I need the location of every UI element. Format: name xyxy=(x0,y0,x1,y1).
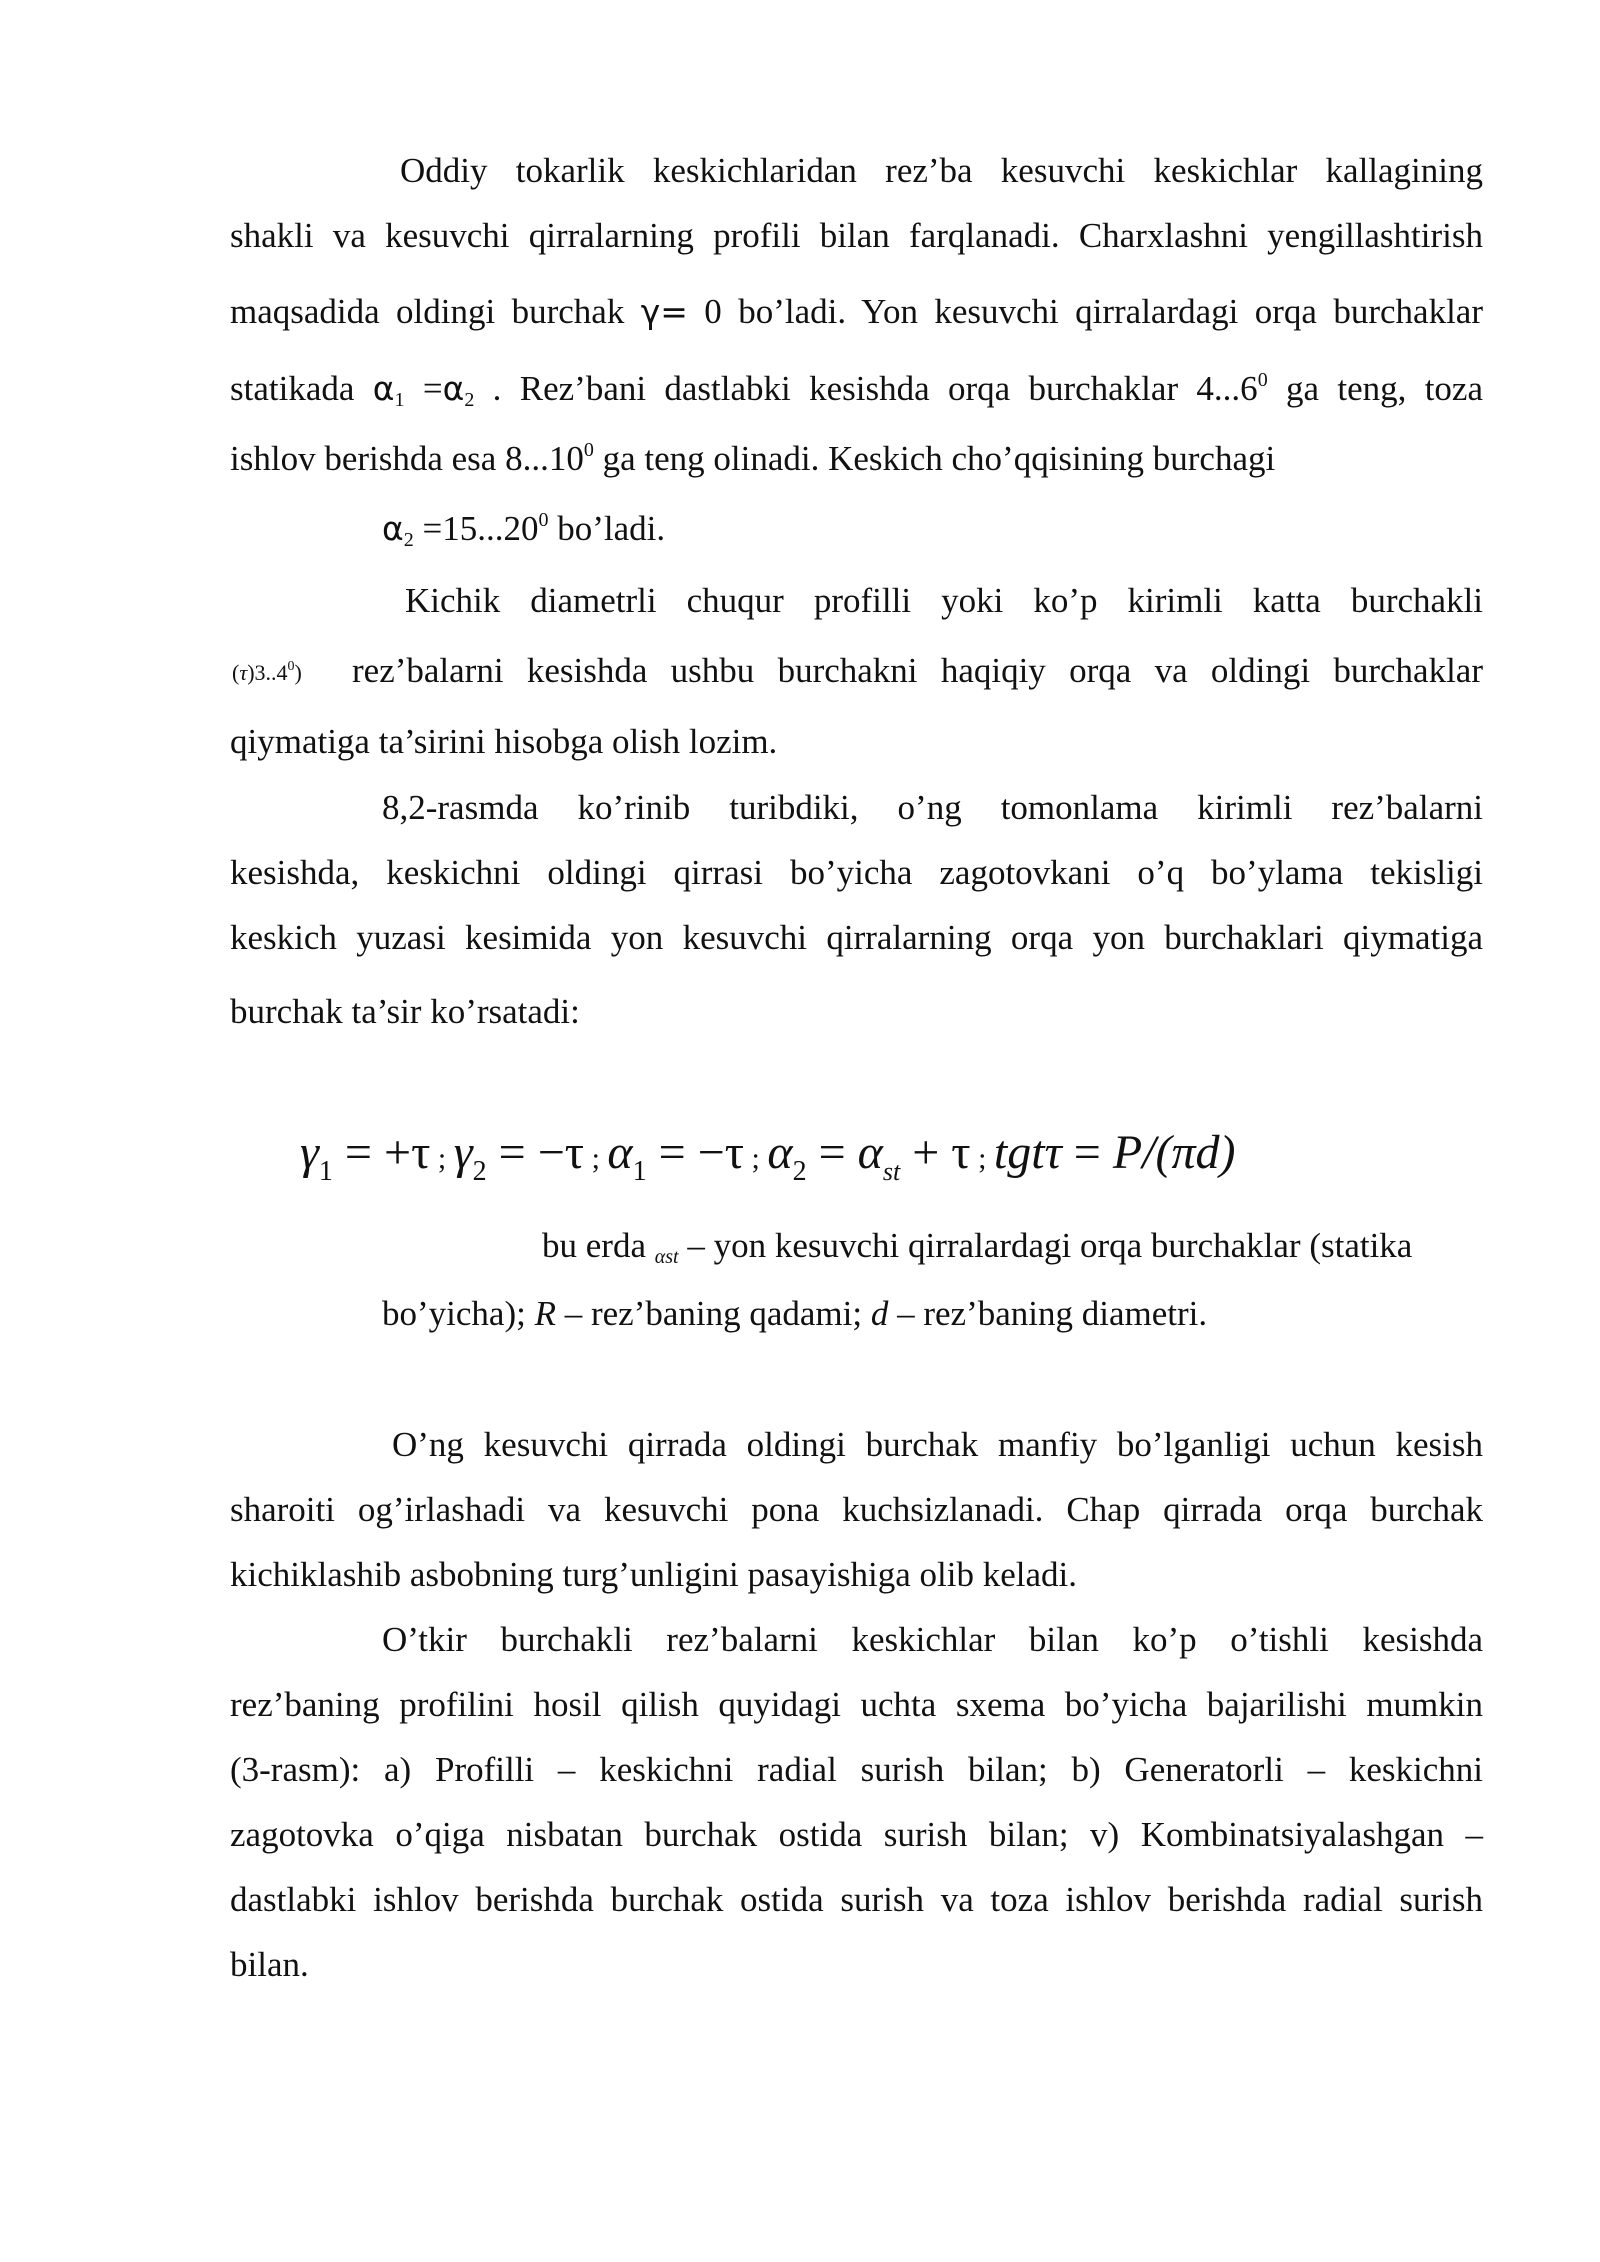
p1-line4 xyxy=(230,368,1483,410)
alpha2-subscript: 2 xyxy=(403,529,414,551)
p2-line2: rez’balarni kesishda ushbu burchakni haqiqiy orqa va oldingi burchaklar xyxy=(352,651,1483,690)
alpha-symbol: α xyxy=(857,1126,883,1179)
formula-sub-2: 2 xyxy=(472,1156,487,1187)
p2-line3: qiymatiga ta’sirini hisobga olish lozim. xyxy=(230,722,778,761)
formula-eq-minus-tau: = −τ xyxy=(486,1126,585,1179)
formula-eq-minus-tau: = −τ xyxy=(646,1126,745,1179)
formula-eq: = xyxy=(1061,1126,1113,1179)
d-symbol: d xyxy=(870,1294,889,1333)
formula-eq-plus-tau: = +τ xyxy=(332,1126,431,1179)
p1-line6 xyxy=(382,508,665,550)
inline-formula-sup: 0 xyxy=(287,659,295,674)
formula-semicolon: ; xyxy=(584,1142,608,1175)
gamma-symbol: γ xyxy=(300,1126,319,1179)
formula-sub-1: 1 xyxy=(632,1156,647,1187)
explanation-line2 xyxy=(382,1293,1207,1335)
p1-line1: Oddiy tokarlik keskichlaridan rez’ba kesuvchi keskichlar kallagining xyxy=(400,151,1483,190)
formula-semicolon: ; xyxy=(970,1142,994,1175)
explanation-line2-a: bo’yicha); xyxy=(382,1294,535,1333)
formula-sub-2: 2 xyxy=(792,1156,807,1187)
gamma-symbol: γ= xyxy=(640,292,688,331)
formula-eq: = xyxy=(806,1126,858,1179)
p1-line6-a: =15...20 xyxy=(413,509,539,548)
explanation-line1-a: bu erda xyxy=(542,1226,655,1265)
p4-line3: kichiklashib asbobning turg’unligini pasayishiga olib keladi. xyxy=(230,1555,1078,1594)
explanation-line2-c: – rez’baning diametri. xyxy=(888,1294,1208,1333)
alpha2-symbol: α xyxy=(382,509,404,548)
p1-line3-a: maqsadida oldingi burchak xyxy=(230,292,641,331)
p1-line3 xyxy=(230,291,1483,333)
p5-line2: rez’baning profilini hosil qilish quyidagi uchta sxema bo’yicha bajarilishi mumkin xyxy=(230,1685,1483,1724)
alpha2-subscript: 2 xyxy=(464,389,475,411)
p1-line3-b: 0 bo’ladi. Yon kesuvchi qirralardagi orqa burchaklar xyxy=(687,292,1483,331)
p5-line6: bilan. xyxy=(230,1945,309,1984)
p2-inline-formula xyxy=(232,648,302,690)
formula-semicolon: ; xyxy=(744,1142,768,1175)
p1-line5 xyxy=(230,438,1275,480)
p1-line5-b: ga teng olinadi. Keskich cho’qqisining burchagi xyxy=(593,439,1276,478)
formula-semicolon: ; xyxy=(430,1142,454,1175)
r-symbol: R xyxy=(534,1294,556,1333)
p5-line4: zagotovka o’qiga nisbatan burchak ostida surish bilan; v) Kombinatsiyalashgan – xyxy=(230,1815,1483,1854)
p1-line4-b: . Rez’bani dastlabki kesishda orqa burchaklar 4...6 xyxy=(474,369,1258,408)
formula-rest: /(πd) xyxy=(1142,1126,1236,1179)
p3-line3: keskich yuzasi kesimida yon kesuvchi qirralarning orqa yon burchaklari qiymatiga xyxy=(230,918,1483,957)
explanation-line1 xyxy=(542,1225,1412,1267)
p5-line1: O’tkir burchakli rez’balarni keskichlar bilan ko’p o’tishli kesishda xyxy=(382,1620,1483,1659)
alpha2-symbol: α xyxy=(442,369,465,408)
p1-line4-c: ga teng, toza xyxy=(1267,369,1484,408)
main-formula xyxy=(300,1125,1236,1187)
p1-line5-a: ishlov berishda esa 8...10 xyxy=(230,439,584,478)
explanation-line2-b: – rez’baning qadami; xyxy=(555,1294,871,1333)
inline-formula-range: )3..4 xyxy=(247,660,288,685)
formula-p: P xyxy=(1112,1126,1143,1179)
formula-sub-st: st xyxy=(882,1157,901,1186)
p1-line4-eq: = xyxy=(404,369,443,408)
alpha1-symbol: α xyxy=(372,369,395,408)
degree-superscript: 0 xyxy=(1257,369,1268,391)
formula-tg: tgtτ xyxy=(993,1126,1062,1179)
alpha-symbol: α xyxy=(767,1126,793,1179)
p3-line2: kesishda, keskichni oldingi qirrasi bo’yicha zagotovkani o’q bo’ylama tekisligi xyxy=(230,853,1483,892)
alpha1-subscript: 1 xyxy=(394,389,405,411)
p3-line1: 8,2-rasmda ko’rinib turibdiki, o’ng tomonlama kirimli rez’balarni xyxy=(382,788,1483,827)
degree-superscript: 0 xyxy=(583,439,594,461)
explanation-line1-b: – yon kesuvchi qirralardagi orqa burchaklar (statika xyxy=(678,1226,1413,1265)
p5-line5: dastlabki ishlov berishda burchak ostida surish va toza ishlov berishda radial surish xyxy=(230,1880,1483,1919)
alpha-st-symbol: αst xyxy=(654,1246,679,1268)
alpha-symbol: α xyxy=(607,1126,633,1179)
p5-line3: (3-rasm): a) Profilli – keskichni radial surish bilan; b) Generatorli – keskichni xyxy=(230,1750,1483,1789)
formula-plus-tau: + τ xyxy=(900,1126,971,1179)
degree-superscript: 0 xyxy=(538,509,549,531)
gamma-symbol: γ xyxy=(453,1126,473,1179)
formula-sub-1: 1 xyxy=(318,1156,333,1187)
tau-symbol: τ xyxy=(239,660,248,685)
p4-line2: sharoiti og’irlashadi va kesuvchi pona kuchsizlanadi. Chap qirrada orqa burchak xyxy=(230,1490,1483,1529)
p3-line4-text: burchak ta’sir ko’rsatadi: xyxy=(230,992,580,1031)
p2-line1: Kichik diametrli chuqur profilli yoki ko’p kirimli katta burchakli xyxy=(405,581,1483,620)
p1-line6-b: bo’ladi. xyxy=(548,509,666,548)
p4-line1: O’ng kesuvchi qirrada oldingi burchak manfiy bo’lganligi uchun kesish xyxy=(392,1425,1483,1464)
p3-line4 xyxy=(230,991,580,1033)
inline-formula-open: ( xyxy=(232,660,240,685)
inline-formula-close: ) xyxy=(294,660,302,685)
p1-line2: shakli va kesuvchi qirralarning profili bilan farqlanadi. Charxlashni yengillashtirish xyxy=(230,216,1483,255)
p1-line4-a: statikada xyxy=(230,369,373,408)
